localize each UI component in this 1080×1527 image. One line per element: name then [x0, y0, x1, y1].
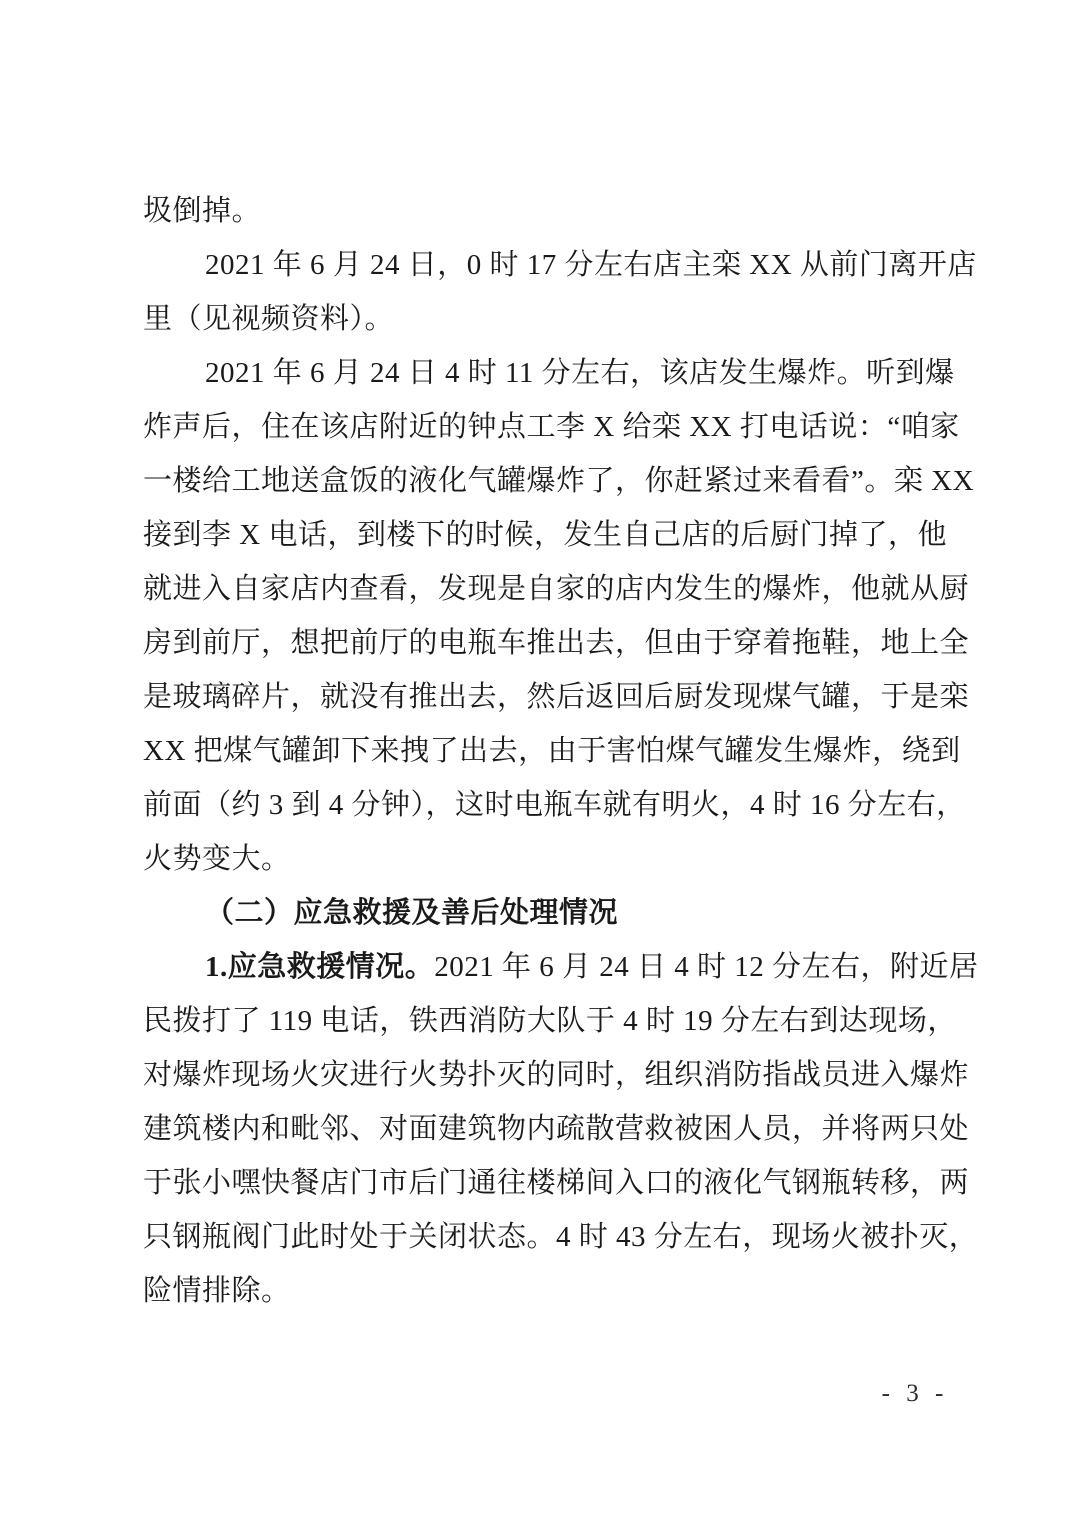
section-heading: （二）应急救援及善后处理情况: [205, 897, 619, 929]
text-line: 一楼给工地送盒饭的液化气罐爆炸了，你赶紧过来看看”。栾 XX: [143, 465, 975, 497]
text-line: 是玻璃碎片，就没有推出去，然后返回后厨发现煤气罐，于是栾: [143, 681, 970, 713]
text-line: 圾倒掉。: [143, 195, 262, 227]
text-line: 2021 年 6 月 24 日 4 时 11 分左右，该店发生爆炸。听到爆: [205, 357, 955, 389]
text-line: 民拨打了 119 电话，铁西消防大队于 4 时 19 分左右到达现场，: [143, 1005, 957, 1037]
text-line: 里（见视频资料）。: [143, 303, 395, 335]
text-line: [143, 940, 979, 994]
text-line: 于张小嘿快餐店门市后门通往楼梯间入口的液化气钢瓶转移，两: [143, 1167, 970, 1199]
document-body: [143, 184, 979, 1318]
text-line: 火势变大。: [143, 843, 291, 875]
text-line: 建筑楼内和毗邻、对面建筑物内疏散营救被困人员，并将两只处: [143, 1113, 970, 1145]
page-number: - 3 -: [881, 1380, 949, 1407]
text-line: 险情排除。: [143, 1275, 291, 1307]
text-line: 只钢瓶阀门此时处于关闭状态。4 时 43 分左右，现场火被扑灭，: [143, 1221, 979, 1253]
text-line: 2021 年 6 月 24 日，0 时 17 分左右店主栾 XX 从前门离开店: [205, 249, 977, 281]
text-line: 炸声后，住在该店附近的钟点工李 X 给栾 XX 打电话说：“咱家: [143, 411, 960, 443]
text-line: 房到前厅，想把前厅的电瓶车推出去，但由于穿着拖鞋，地上全: [143, 627, 970, 659]
text-line-content: 2021 年 6 月 24 日 4 时 12 分左右，附近居: [434, 951, 979, 983]
text-line: 接到李 X 电话，到楼下的时候，发生自己店的后厨门掉了，他: [143, 519, 947, 551]
text-line: XX 把煤气罐卸下来拽了出去，由于害怕煤气罐发生爆炸，绕到: [143, 735, 961, 767]
text-line: 前面（约 3 到 4 分钟），这时电瓶车就有明火，4 时 16 分左右，: [143, 789, 966, 821]
text-line: 就进入自家店内查看，发现是自家的店内发生的爆炸，他就从厨: [143, 573, 970, 605]
text-line: 对爆炸现场火灾进行火势扑灭的同时，组织消防指战员进入爆炸: [143, 1059, 970, 1091]
subsection-label: 1.应急救援情况。: [205, 951, 435, 983]
